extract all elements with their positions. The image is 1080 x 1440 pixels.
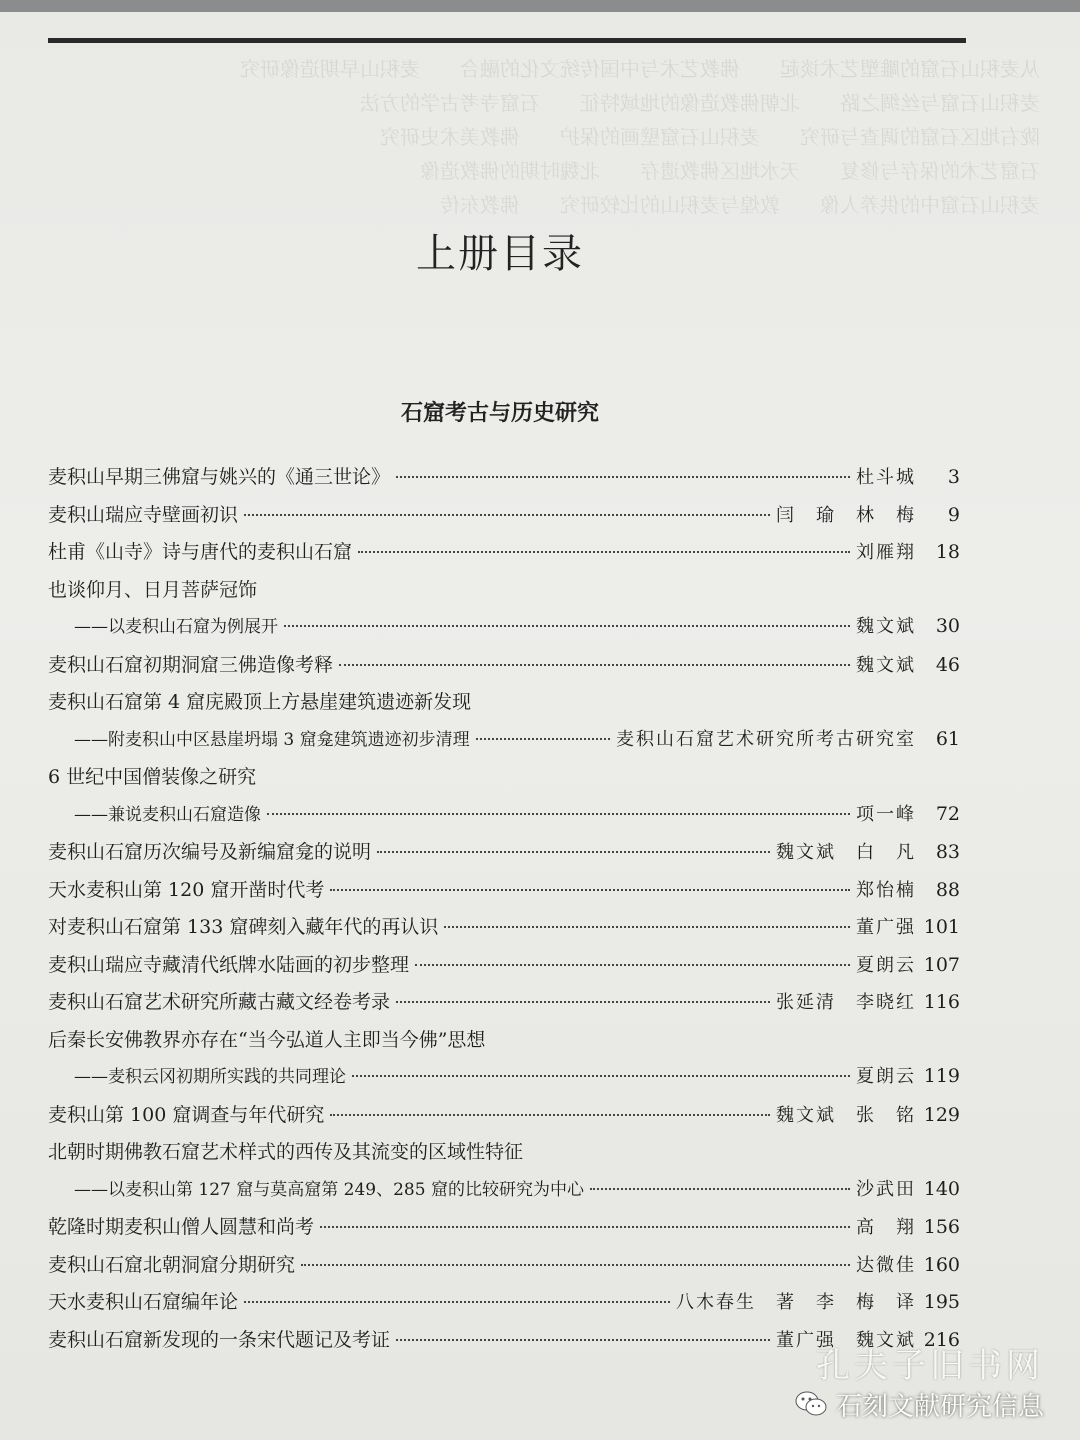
toc-entry: [48, 1212, 960, 1250]
toc-entry-page: 88: [935, 878, 960, 901]
toc-entry-title: 麦积山瑞应寺藏清代纸牌水陆画的初步整理: [48, 953, 410, 976]
toc-entry-title: ——兼说麦积山石窟造像: [74, 804, 261, 825]
toc-entry-title: ——附麦积山中区悬崖坍塌 3 窟龛建筑遗迹初步清理: [74, 729, 470, 750]
toc-entry: [48, 1175, 960, 1213]
toc-entry-page: 46: [935, 653, 960, 676]
toc-entry: [48, 1250, 960, 1288]
watermark-brand: 孔夫子旧书网: [816, 1346, 1044, 1386]
volume-title: 上册目录: [416, 231, 584, 277]
dot-leader: [415, 964, 850, 966]
toc-entry-title: 后秦长安佛教界亦存在“当今弘道人主即当今佛”思想: [48, 1028, 486, 1051]
toc-entry-page: 72: [935, 802, 960, 825]
toc-entry-title: 麦积山石窟北朝洞窟分期研究: [48, 1253, 296, 1276]
header-rule: [48, 10, 966, 43]
toc-entry: [48, 650, 960, 688]
toc-entry-page: 3: [947, 466, 960, 488]
toc-entry: [48, 612, 960, 650]
dot-leader: [377, 851, 770, 853]
toc-entry-author: 张延清 李晓红: [776, 992, 916, 1013]
toc-entry-title: 对麦积山石窟第 133 窟碑刻入藏年代的再认识: [48, 916, 439, 938]
dot-leader: [396, 1001, 770, 1003]
toc-entry-title: 麦积山石窟新发现的一条宋代题记及考证: [48, 1328, 391, 1351]
toc-entry: [48, 1137, 960, 1175]
toc-entry-author: 魏文斌: [856, 616, 916, 637]
toc-entry: [48, 987, 960, 1025]
dot-leader: [267, 813, 850, 815]
toc-entry-title: 6 世纪中国僧装像之研究: [48, 766, 257, 788]
dot-leader: [330, 1114, 770, 1116]
toc-entry: [48, 800, 960, 838]
toc-entry: [48, 462, 960, 500]
dot-leader: [339, 664, 850, 666]
dot-leader: [244, 1301, 670, 1303]
toc-entry-author: 达微佳: [856, 1254, 916, 1276]
dot-leader: [330, 889, 850, 891]
toc-entry-page: 9: [947, 503, 960, 526]
toc-entry: [48, 1025, 960, 1063]
watermark-channel: [794, 1384, 1044, 1424]
toc-entry-page: 61: [935, 727, 960, 750]
toc-entry: [48, 500, 960, 538]
toc-entry-author: 高 翔: [856, 1217, 916, 1238]
toc-entry-page: 160: [923, 1253, 960, 1276]
toc-entry-author: 八木春生 著 李 梅 译: [676, 1292, 916, 1313]
watermark-channel-name: 石刻文献研究信息: [835, 1391, 1044, 1422]
toc-entry-title: 麦积山第 100 窟调查与年代研究: [48, 1103, 325, 1126]
toc-entry-title: 乾隆时期麦积山僧人圆慧和尚考: [48, 1216, 315, 1238]
wechat-icon: [794, 1389, 828, 1419]
toc-entry: [48, 725, 960, 763]
toc-entry-author: 沙武田: [856, 1178, 916, 1200]
toc-entry-author: 杜斗城: [856, 467, 916, 488]
toc-entry-author: 麦积山石窟艺术研究所考古研究室: [616, 728, 916, 750]
toc-entry-page: 129: [923, 1103, 960, 1126]
toc-entry-title: 麦积山石窟历次编号及新编窟龛的说明: [48, 841, 372, 863]
toc-entry: [48, 687, 960, 725]
dot-leader: [590, 1188, 850, 1190]
toc-entry-title: 麦积山石窟第 4 窟庑殿顶上方悬崖建筑遗迹新发现: [48, 691, 472, 713]
bleed-through-text: 从麦积山石窟的雕塑艺术谈起 佛教艺术与中国传统文化的融合 麦积山早期造像研究 麦积山石窟与丝绸之路 北朝佛教造像的地域特征 石窟寺考古学的方法 陇右地区石窟的调查与研究 麦积山石窟壁画的保护 佛教美术史研究 石窟艺术的保存与修复 天水地区佛教遗存 北魏时期的佛教造像 麦积山石窟中的供养人像 敦煌与麦积山的比较研究 佛教东传: [240, 57, 1040, 217]
toc-entry-author: 郑怡楠: [856, 879, 916, 901]
dot-leader: [352, 1075, 850, 1077]
dot-leader: [301, 1264, 850, 1266]
toc-entry-page: 101: [923, 916, 960, 938]
toc-entry-page: 30: [935, 615, 960, 637]
toc-entry-page: 216: [923, 1328, 960, 1351]
toc-entry-page: 156: [923, 1216, 960, 1238]
toc-entry-page: 140: [923, 1177, 960, 1200]
table-of-contents: [48, 462, 960, 1362]
toc-entry-page: 116: [923, 991, 960, 1013]
toc-entry-page: 107: [923, 953, 960, 976]
toc-entry-page: 18: [935, 541, 960, 563]
toc-entry: [48, 837, 960, 875]
toc-entry: [48, 1100, 960, 1138]
toc-entry: [48, 1062, 960, 1100]
dot-leader: [444, 926, 850, 928]
toc-entry-title: 也谈仰月、日月菩萨冠饰: [48, 578, 258, 601]
dot-leader: [358, 551, 850, 553]
toc-entry-page: 119: [923, 1065, 960, 1087]
toc-entry: [48, 1287, 960, 1325]
toc-entry-author: 魏文斌: [856, 654, 916, 676]
dot-leader: [244, 514, 770, 516]
toc-entry-author: 董广强: [856, 917, 916, 938]
dot-leader: [396, 476, 850, 478]
toc-entry-author: 董广强 魏文斌: [776, 1329, 916, 1351]
toc-entry-title: 北朝时期佛教石窟艺术样式的西传及其流变的区域性特征: [48, 1141, 524, 1163]
toc-entry-title: 麦积山石窟初期洞窟三佛造像考释: [48, 653, 334, 676]
toc-entry-author: 闫 瑜 林 梅: [776, 504, 916, 526]
dot-leader: [396, 1339, 770, 1341]
toc-entry-title: ——以麦积山第 127 窟与莫高窟第 249、285 窟的比较研究为中心: [74, 1179, 584, 1200]
toc-entry-title: ——麦积云冈初期所实践的共同理论: [74, 1067, 346, 1087]
toc-entry: [48, 950, 960, 988]
section-title: 石窟考古与历史研究: [400, 400, 599, 426]
toc-entry-title: 麦积山早期三佛窟与姚兴的《通三世论》: [48, 466, 391, 488]
toc-entry-author: 夏朗云: [856, 1066, 916, 1087]
dot-leader: [284, 625, 850, 627]
toc-entry-author: 项一峰: [856, 803, 916, 825]
dot-leader: [320, 1226, 850, 1228]
toc-entry-page: 195: [923, 1291, 960, 1313]
toc-entry: [48, 912, 960, 950]
toc-entry-author: 魏文斌 张 铭: [776, 1104, 916, 1126]
toc-entry-page: 83: [935, 841, 960, 863]
toc-entry-title: 天水麦积山石窟编年论: [48, 1291, 239, 1313]
toc-entry-title: 麦积山石窟艺术研究所藏古藏文经卷考录: [48, 991, 391, 1013]
toc-entry: [48, 575, 960, 613]
toc-entry: [48, 762, 960, 800]
toc-entry-author: 刘雁翔: [856, 542, 916, 563]
dot-leader: [476, 738, 610, 740]
toc-entry-title: 麦积山瑞应寺壁画初识: [48, 503, 239, 526]
toc-entry-author: 魏文斌 白 凡: [776, 842, 916, 863]
toc-entry-title: ——以麦积山石窟为例展开: [74, 617, 278, 637]
toc-entry-author: 夏朗云: [856, 954, 916, 976]
toc-entry: [48, 875, 960, 913]
toc-entry-title: 天水麦积山第 120 窟开凿时代考: [48, 878, 325, 901]
toc-entry-title: 杜甫《山寺》诗与唐代的麦积山石窟: [48, 541, 353, 563]
toc-entry: [48, 537, 960, 575]
